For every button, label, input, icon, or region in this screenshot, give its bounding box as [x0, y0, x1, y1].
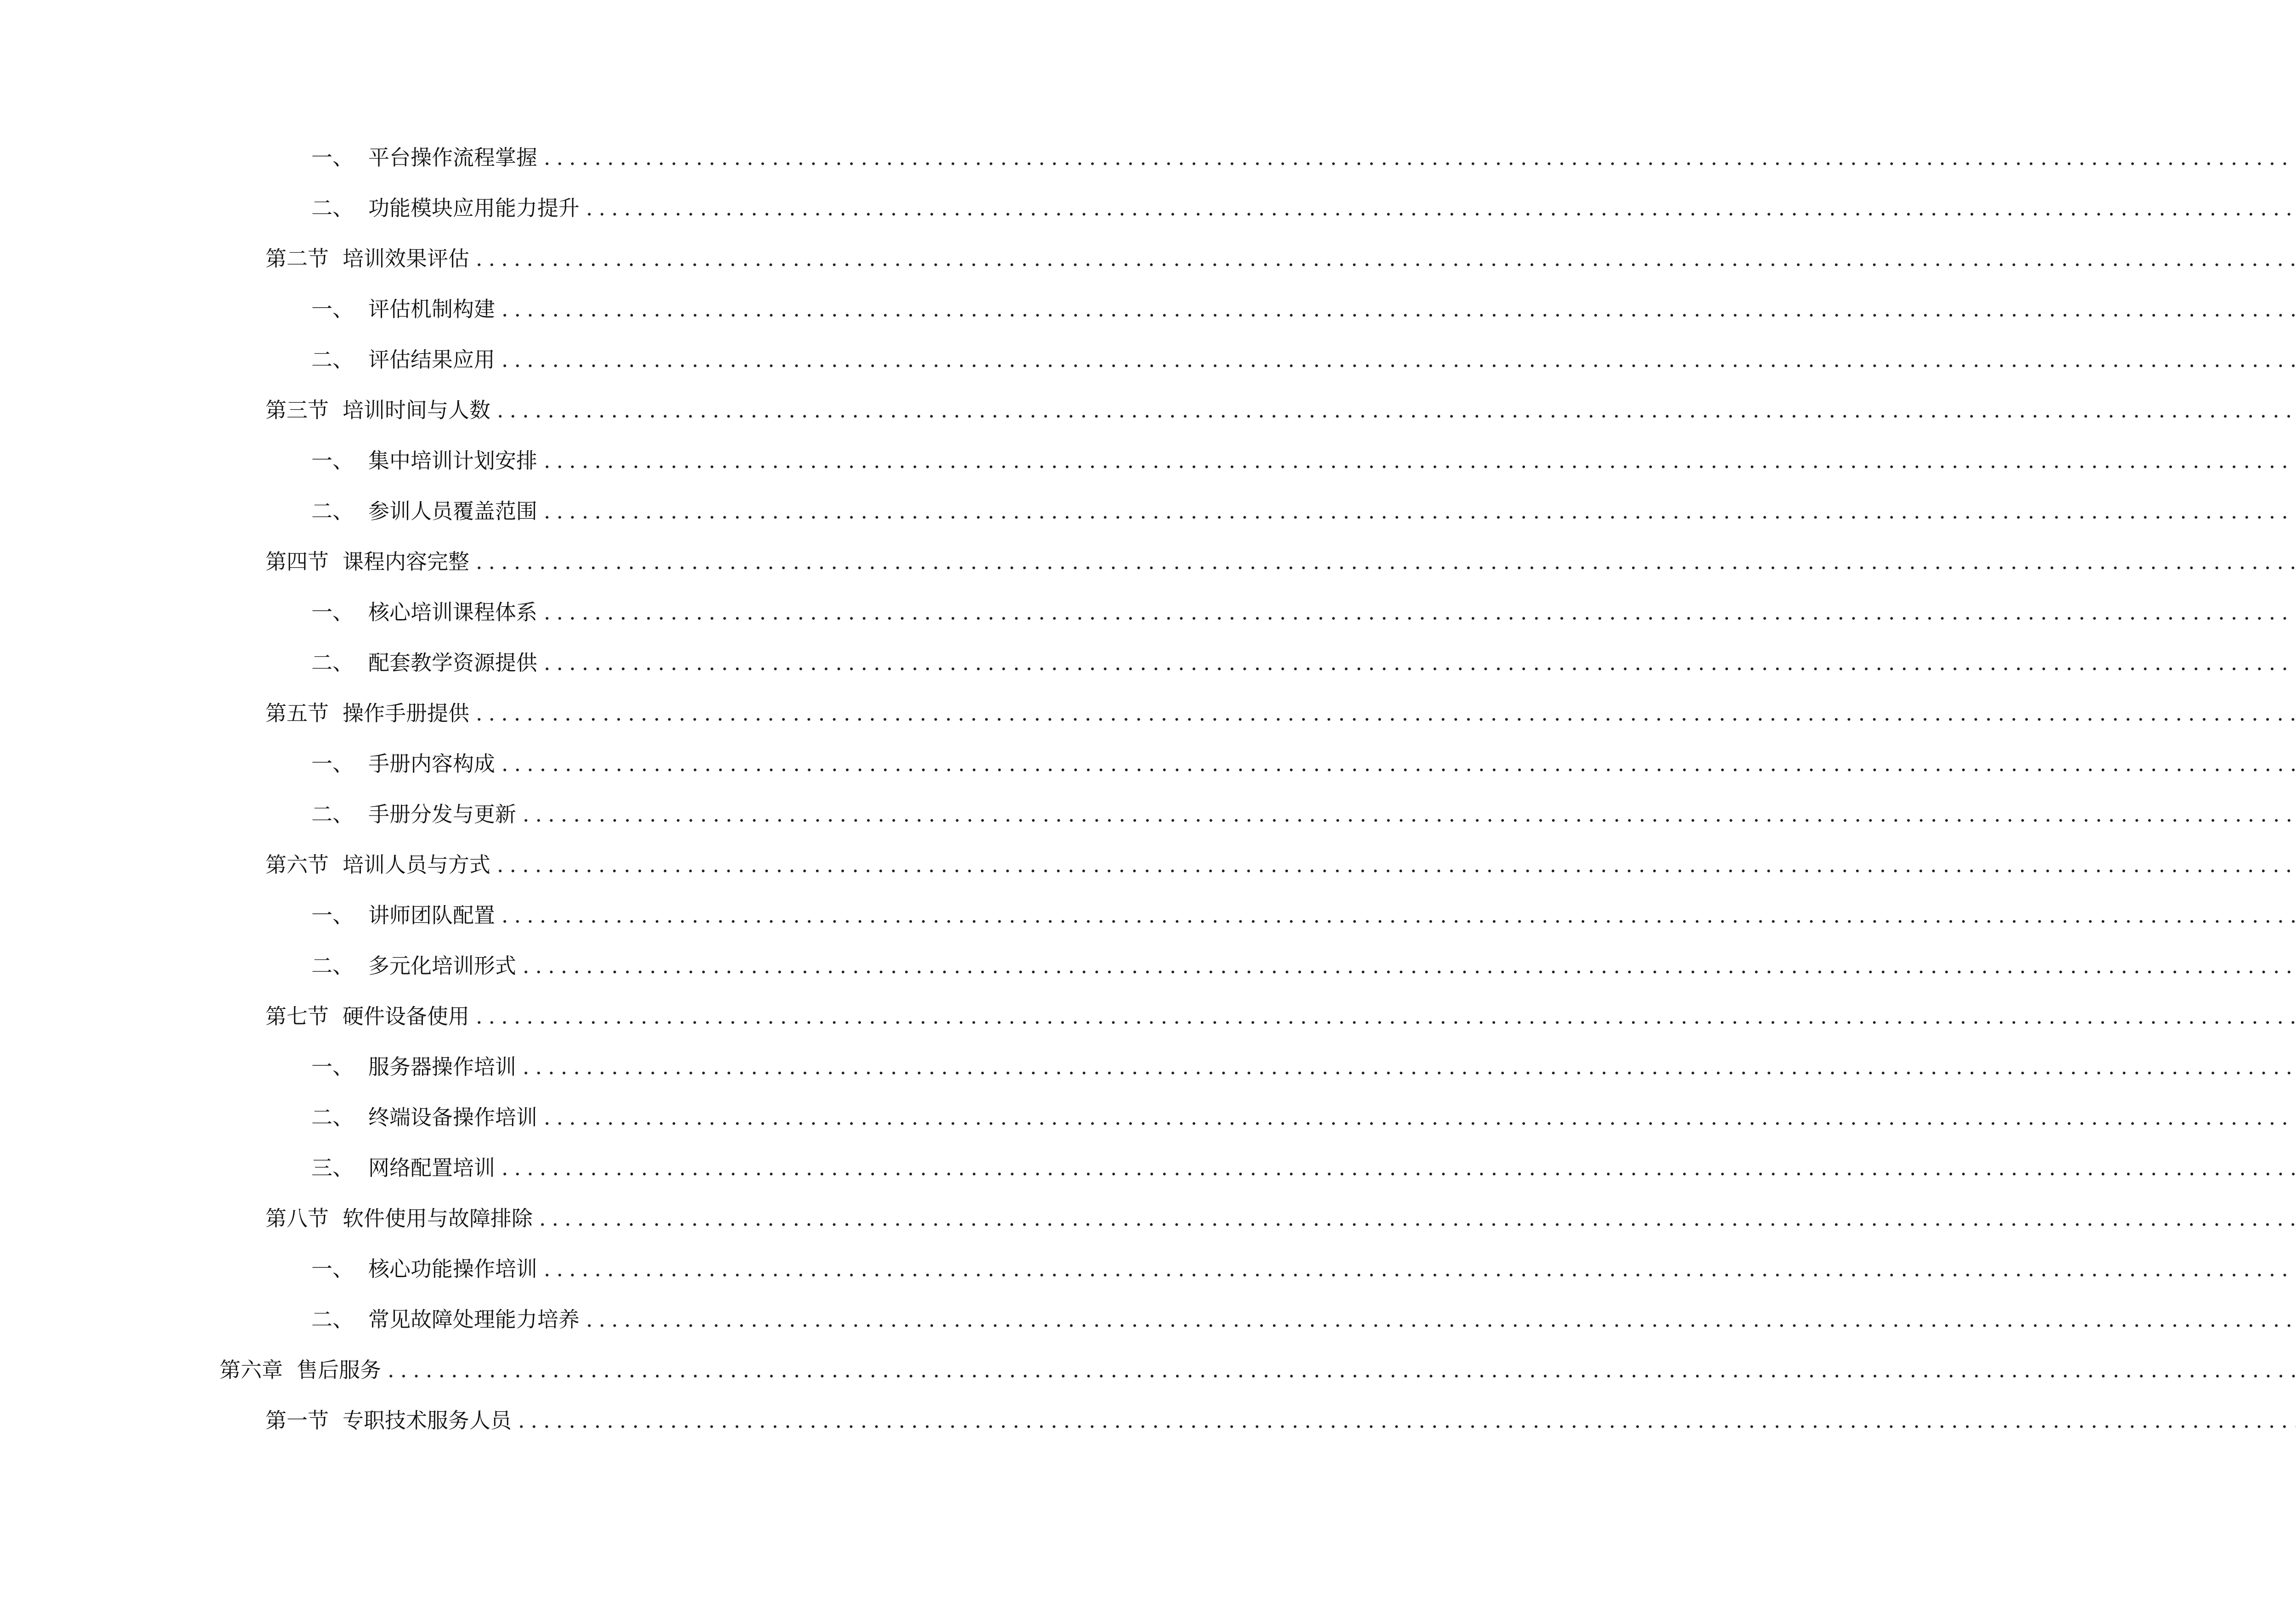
toc-entry-label: 第三节: [265, 398, 329, 422]
toc-entry[interactable]: [0, 1294, 1139, 1345]
toc-entry[interactable]: [0, 1345, 1139, 1395]
toc-entry[interactable]: [0, 688, 1139, 738]
toc-entry-text: [311, 1157, 495, 1178]
dot-leader: [497, 400, 2296, 421]
toc-entry-label: 第四节: [265, 549, 329, 574]
dot-leader: [501, 905, 2296, 926]
dot-leader: [476, 551, 2296, 572]
toc-entry-label: 二、: [311, 1105, 354, 1130]
toc-entry-text: [311, 1258, 537, 1279]
toc-entry-title: 核心功能操作培训: [368, 1256, 537, 1281]
toc-entry[interactable]: [0, 233, 1139, 284]
toc-entry-text: [311, 804, 516, 825]
toc-entry-label: 二、: [311, 953, 354, 978]
toc-entry[interactable]: [0, 536, 1139, 587]
toc-entry-title: 软件使用与故障排除: [343, 1206, 533, 1231]
toc-entry[interactable]: [0, 1042, 1139, 1092]
dot-leader: [544, 147, 2296, 168]
toc-entry-title: 网络配置培训: [368, 1155, 495, 1180]
toc-entry-title: 硬件设备使用: [343, 1004, 469, 1029]
dot-leader: [544, 1258, 2296, 1279]
dot-leader: [501, 349, 2296, 370]
dot-leader: [523, 955, 2296, 976]
toc-entry[interactable]: [0, 991, 1139, 1042]
toc-entry-text: [311, 450, 537, 471]
toc-entry-title: 功能模块应用能力提升: [368, 196, 580, 220]
toc-entry-label: 二、: [311, 1307, 354, 1332]
toc-entry-label: 第七节: [265, 1004, 329, 1029]
toc-entry-label: 一、: [311, 903, 354, 928]
toc-entry-title: 培训时间与人数: [343, 398, 490, 422]
toc-entry[interactable]: [0, 435, 1139, 486]
toc-entry-text: [265, 248, 469, 269]
toc-entry[interactable]: [0, 890, 1139, 941]
toc-entry-text: [311, 753, 495, 774]
toc-entry[interactable]: [0, 132, 1139, 183]
toc-entry-label: 一、: [311, 448, 354, 473]
toc-entry-title: 手册内容构成: [368, 751, 495, 776]
dot-leader: [501, 753, 2296, 774]
toc-entry-title: 核心培训课程体系: [368, 600, 537, 625]
toc-entry-text: [311, 501, 537, 522]
toc-entry[interactable]: [0, 587, 1139, 637]
toc-entry-label: 一、: [311, 297, 354, 321]
toc-entry[interactable]: [0, 941, 1139, 991]
toc-entry-label: 二、: [311, 347, 354, 372]
dot-leader: [501, 299, 2296, 320]
toc-entry-text: [311, 197, 580, 219]
toc-entry-text: [311, 349, 495, 370]
toc-entry-title: 讲师团队配置: [368, 903, 495, 928]
toc-entry[interactable]: [0, 385, 1139, 435]
toc-entry-label: 一、: [311, 600, 354, 625]
toc-entry-label: 一、: [311, 1256, 354, 1281]
toc-entry[interactable]: [0, 789, 1139, 839]
toc-entry[interactable]: [0, 1143, 1139, 1193]
toc-entry-title: 参训人员覆盖范围: [368, 499, 537, 524]
dot-leader: [544, 1107, 2296, 1128]
toc-entry-title: 专职技术服务人员: [343, 1408, 512, 1433]
toc-entry-title: 课程内容完整: [343, 549, 469, 574]
dot-leader: [586, 197, 2296, 219]
toc-entry-title: 评估结果应用: [368, 347, 495, 372]
toc-entry-label: 第六节: [265, 852, 329, 877]
toc-entry-text: [311, 1309, 580, 1330]
toc-entry[interactable]: [0, 486, 1139, 536]
toc-entry-label: 二、: [311, 802, 354, 827]
toc-entry[interactable]: [0, 1244, 1139, 1294]
dot-leader: [476, 248, 2296, 269]
dot-leader: [544, 450, 2296, 471]
toc-entry-text: [311, 1056, 516, 1077]
toc-entry-title: 评估机制构建: [368, 297, 495, 321]
toc-entry-title: 配套教学资源提供: [368, 650, 537, 675]
toc-entry-text: [265, 400, 490, 421]
toc-entry-title: 操作手册提供: [343, 701, 469, 726]
toc-entry[interactable]: [0, 1395, 1139, 1446]
dot-leader: [544, 652, 2296, 673]
toc-entry-title: 常见故障处理能力培养: [368, 1307, 580, 1332]
toc-entry-title: 集中培训计划安排: [368, 448, 537, 473]
toc-entry-text: [265, 703, 469, 724]
toc-entry-text: [265, 854, 490, 875]
toc-entry-title: 手册分发与更新: [368, 802, 516, 827]
toc-entry[interactable]: [0, 738, 1139, 789]
dot-leader: [476, 1006, 2296, 1027]
dot-leader: [523, 1056, 2296, 1077]
toc-entry[interactable]: [0, 183, 1139, 233]
dot-leader: [518, 1410, 2296, 1431]
toc-entry-label: 一、: [311, 751, 354, 776]
toc-entry[interactable]: [0, 1092, 1139, 1143]
toc-entry-title: 培训效果评估: [343, 246, 469, 271]
toc-entry-text: [311, 652, 537, 673]
toc-entry[interactable]: [0, 637, 1139, 688]
toc-entry-text: [265, 1410, 512, 1431]
toc-entry[interactable]: [0, 334, 1139, 385]
toc-entry-title: 售后服务: [297, 1358, 381, 1382]
dot-leader: [497, 854, 2296, 875]
toc-entry-label: 第六章: [219, 1358, 283, 1382]
table-of-contents: [0, 132, 1139, 1446]
dot-leader: [544, 602, 2296, 623]
dot-leader: [544, 501, 2296, 522]
toc-entry-text: [219, 1359, 381, 1380]
toc-entry-text: [265, 1006, 469, 1027]
toc-entry-title: 平台操作流程掌握: [368, 145, 537, 170]
toc-entry-text: [311, 1107, 537, 1128]
dot-leader: [523, 804, 2296, 825]
toc-entry-title: 终端设备操作培训: [368, 1105, 537, 1130]
toc-entry-text: [311, 602, 537, 623]
toc-entry-label: 二、: [311, 196, 354, 220]
dot-leader: [539, 1208, 2296, 1229]
toc-entry-title: 多元化培训形式: [368, 953, 516, 978]
toc-entry-label: 第五节: [265, 701, 329, 726]
toc-entry-label: 二、: [311, 650, 354, 675]
toc-entry-text: [311, 299, 495, 320]
toc-entry-label: 二、: [311, 499, 354, 524]
toc-entry-label: 三、: [311, 1155, 354, 1180]
toc-entry-text: [311, 905, 495, 926]
toc-entry-title: 培训人员与方式: [343, 852, 490, 877]
toc-entry-label: 第一节: [265, 1408, 329, 1433]
toc-entry-label: 一、: [311, 1054, 354, 1079]
toc-entry[interactable]: [0, 284, 1139, 334]
toc-entry-text: [311, 955, 516, 976]
dot-leader: [388, 1359, 2296, 1380]
toc-entry-title: 服务器操作培训: [368, 1054, 516, 1079]
toc-entry-label: 一、: [311, 145, 354, 170]
toc-entry-text: [265, 551, 469, 572]
toc-entry-text: [311, 147, 537, 168]
toc-entry-text: [265, 1208, 533, 1229]
toc-entry-label: 第二节: [265, 246, 329, 271]
dot-leader: [586, 1309, 2296, 1330]
toc-entry[interactable]: [0, 1193, 1139, 1244]
dot-leader: [476, 703, 2296, 724]
toc-entry[interactable]: [0, 839, 1139, 890]
dot-leader: [501, 1157, 2296, 1178]
toc-entry-label: 第八节: [265, 1206, 329, 1231]
